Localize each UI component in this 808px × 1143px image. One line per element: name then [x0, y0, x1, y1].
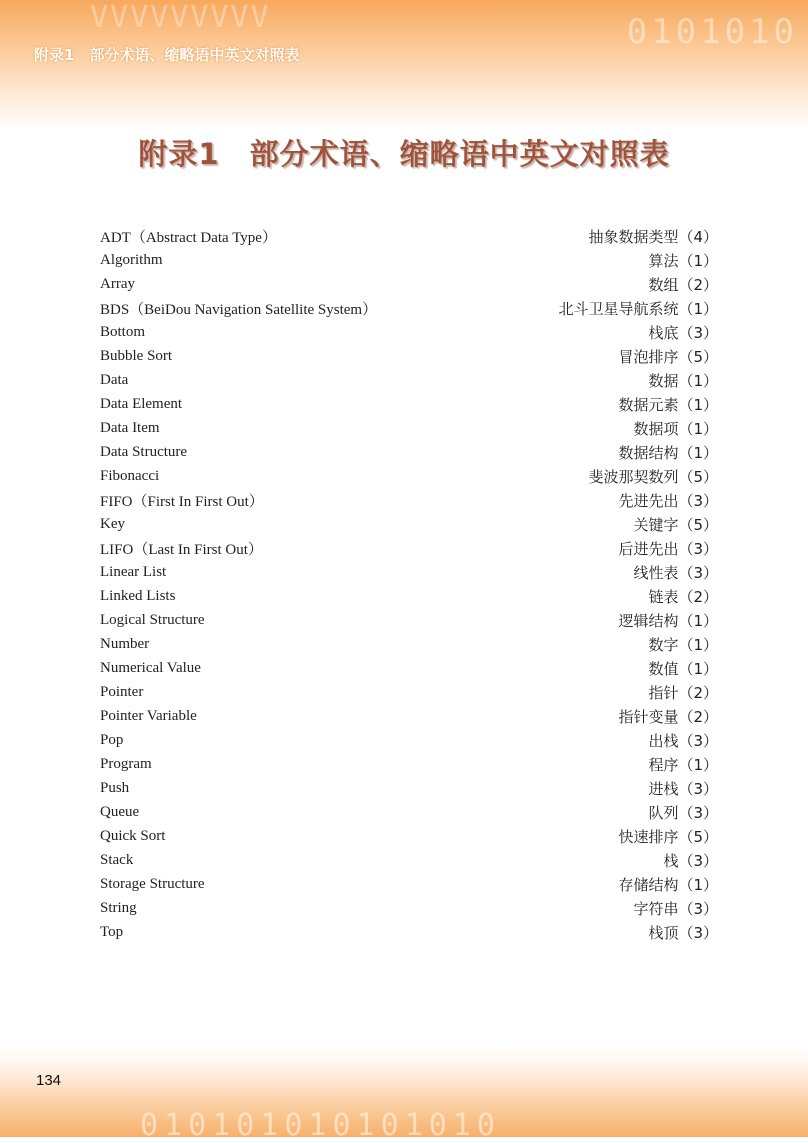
- glossary-row: [100, 344, 718, 368]
- chinese-term: 指针（2）: [648, 683, 718, 702]
- header-decoration-right: 0101010: [626, 12, 798, 52]
- english-term: String: [100, 899, 137, 916]
- glossary-row: [100, 512, 718, 536]
- glossary-row: [100, 800, 718, 824]
- chinese-term: 数据（1）: [648, 371, 718, 390]
- english-term: ADT（Abstract Data Type）: [100, 229, 277, 246]
- chinese-term: 关键字（5）: [633, 515, 718, 534]
- english-term: Bubble Sort: [100, 347, 173, 364]
- english-term: Pointer Variable: [100, 707, 197, 724]
- glossary-row: [100, 776, 718, 800]
- chinese-term: 字符串（3）: [633, 899, 718, 918]
- chinese-term: 线性表（3）: [633, 563, 718, 582]
- glossary-row: [100, 296, 718, 320]
- page-number: 134: [36, 1072, 62, 1089]
- glossary-row: [100, 656, 718, 680]
- glossary-row: [100, 920, 718, 944]
- chinese-term: 出栈（3）: [648, 731, 718, 750]
- english-term: Pointer: [100, 683, 144, 700]
- english-term: Numerical Value: [100, 659, 201, 676]
- english-term: Linked Lists: [100, 587, 176, 604]
- chinese-term: 冒泡排序（5）: [618, 347, 718, 366]
- glossary-row: [100, 560, 718, 584]
- glossary-row: [100, 488, 718, 512]
- glossary-row: [100, 368, 718, 392]
- glossary-row: [100, 848, 718, 872]
- chinese-term: 北斗卫星导航系统（1）: [558, 299, 718, 318]
- chinese-term: 存储结构（1）: [618, 875, 718, 894]
- english-term: Push: [100, 779, 130, 796]
- chinese-term: 数组（2）: [648, 275, 718, 294]
- english-term: Data Structure: [100, 443, 188, 460]
- chinese-term: 算法（1）: [648, 251, 718, 270]
- english-term: Number: [100, 635, 150, 652]
- chinese-term: 栈顶（3）: [648, 923, 718, 942]
- chinese-term: 数据项（1）: [633, 419, 718, 438]
- english-term: Algorithm: [100, 251, 163, 268]
- english-term: Stack: [100, 851, 134, 868]
- glossary-row: [100, 680, 718, 704]
- english-term: Top: [100, 923, 124, 940]
- english-term: Data: [100, 371, 129, 388]
- english-term: Pop: [100, 731, 124, 748]
- glossary-row: [100, 224, 718, 248]
- chinese-term: 数据结构（1）: [618, 443, 718, 462]
- chinese-term: 抽象数据类型（4）: [588, 227, 718, 246]
- chinese-term: 斐波那契数列（5）: [588, 467, 718, 486]
- glossary-row: [100, 440, 718, 464]
- english-term: Array: [100, 275, 135, 292]
- english-term: Key: [100, 515, 125, 532]
- english-term: Storage Structure: [100, 875, 205, 892]
- chinese-term: 栈（3）: [663, 851, 718, 870]
- chinese-term: 数字（1）: [648, 635, 718, 654]
- glossary-row: [100, 536, 718, 560]
- english-term: Logical Structure: [100, 611, 205, 628]
- glossary-list: [100, 224, 718, 944]
- glossary-row: [100, 752, 718, 776]
- glossary-row: [100, 416, 718, 440]
- english-term: Fibonacci: [100, 467, 160, 484]
- glossary-row: [100, 320, 718, 344]
- chinese-term: 逻辑结构（1）: [618, 611, 718, 630]
- running-header: 附录1 部分术语、缩略语中英文对照表: [34, 46, 300, 64]
- glossary-row: [100, 584, 718, 608]
- glossary-row: [100, 632, 718, 656]
- english-term: Quick Sort: [100, 827, 166, 844]
- chinese-term: 快速排序（5）: [618, 827, 718, 846]
- english-term: Linear List: [100, 563, 167, 580]
- chinese-term: 数值（1）: [648, 659, 718, 678]
- glossary-row: [100, 704, 718, 728]
- chinese-term: 进栈（3）: [648, 779, 718, 798]
- english-term: Data Element: [100, 395, 183, 412]
- page-title: 附录1 部分术语、缩略语中英文对照表: [138, 137, 670, 171]
- chinese-term: 后进先出（3）: [618, 539, 718, 558]
- english-term: Program: [100, 755, 152, 772]
- glossary-row: [100, 872, 718, 896]
- header-decoration-left: VVVVVVVVV: [90, 0, 271, 35]
- glossary-row: [100, 272, 718, 296]
- english-term: FIFO（First In First Out）: [100, 493, 264, 510]
- glossary-row: [100, 728, 718, 752]
- english-term: LIFO（Last In First Out）: [100, 541, 263, 558]
- glossary-row: [100, 464, 718, 488]
- glossary-row: [100, 608, 718, 632]
- chinese-term: 栈底（3）: [648, 323, 718, 342]
- chinese-term: 队列（3）: [648, 803, 718, 822]
- glossary-row: [100, 896, 718, 920]
- footer-decoration: 010101010101010: [140, 1108, 501, 1143]
- english-term: BDS（BeiDou Navigation Satellite System）: [100, 301, 378, 318]
- chinese-term: 指针变量（2）: [618, 707, 718, 726]
- english-term: Data Item: [100, 419, 160, 436]
- chinese-term: 程序（1）: [648, 755, 718, 774]
- english-term: Queue: [100, 803, 140, 820]
- chinese-term: 数据元素（1）: [618, 395, 718, 414]
- glossary-row: [100, 824, 718, 848]
- chinese-term: 链表（2）: [648, 587, 718, 606]
- chinese-term: 先进先出（3）: [618, 491, 718, 510]
- english-term: Bottom: [100, 323, 146, 340]
- glossary-row: [100, 392, 718, 416]
- glossary-row: [100, 248, 718, 272]
